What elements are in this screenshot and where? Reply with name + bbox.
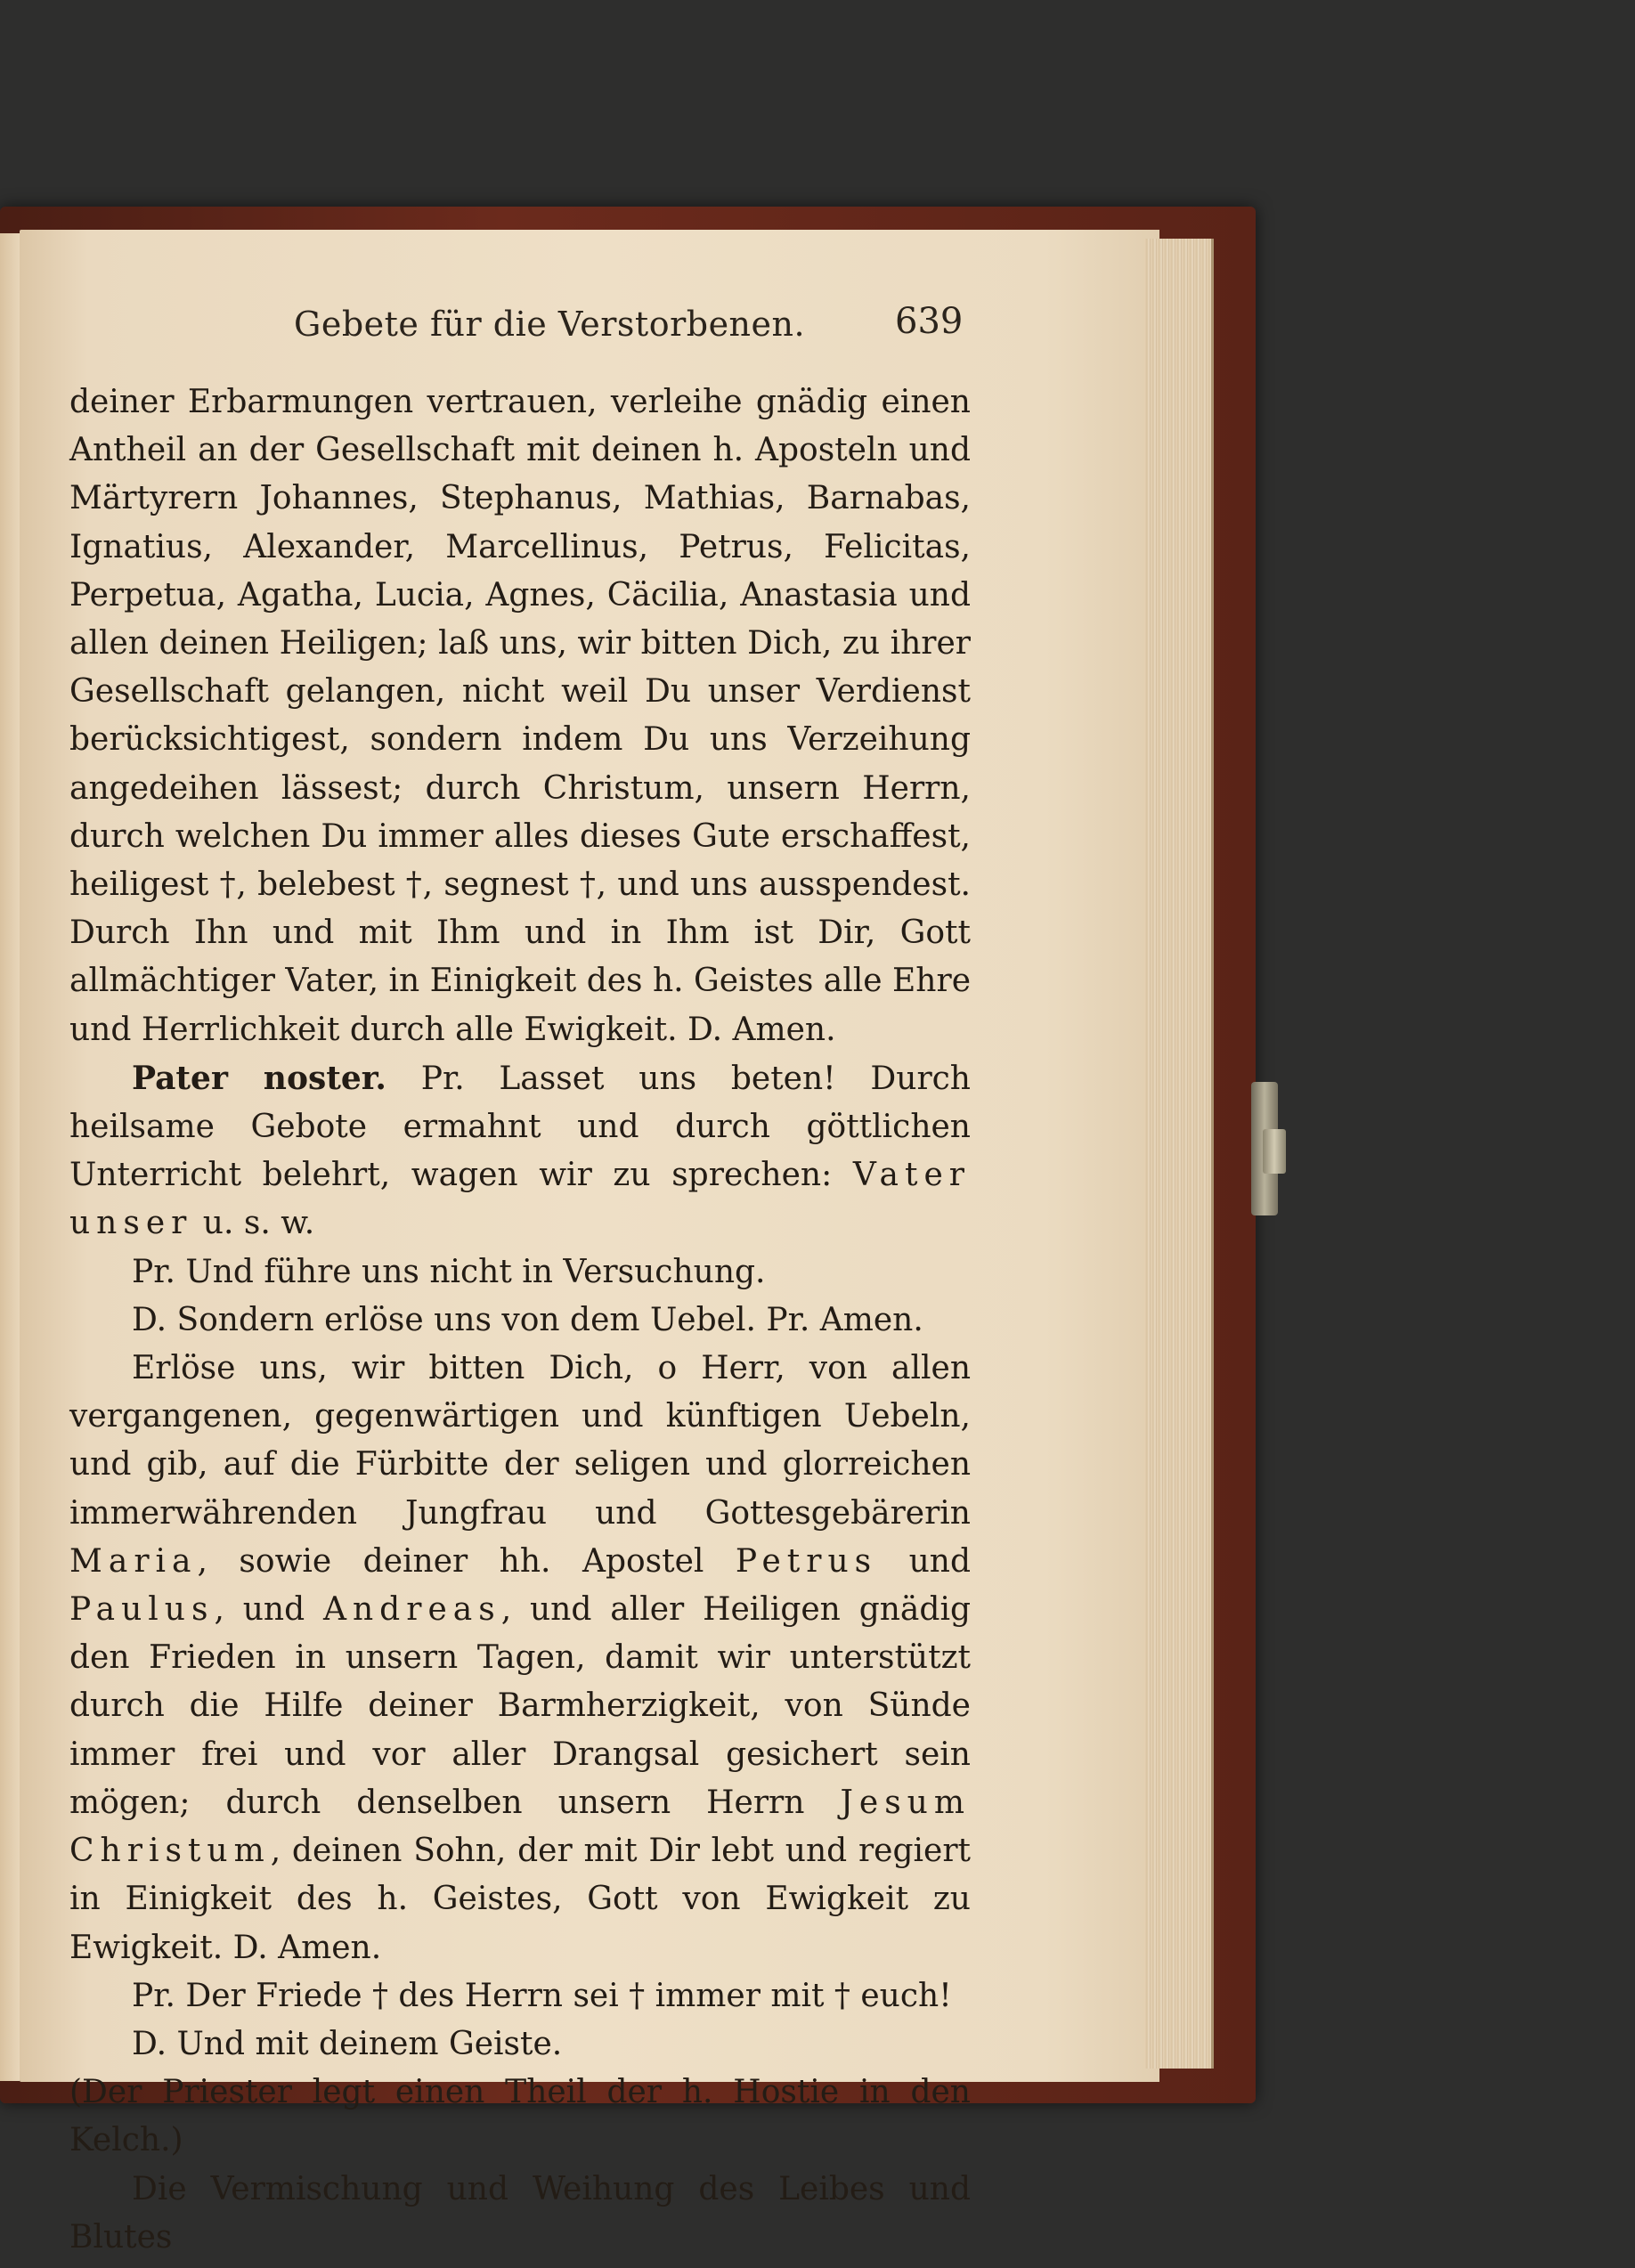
erloese-text-d: , und: [214, 1591, 323, 1629]
body-text: [69, 378, 971, 2262]
erloese-text-b: , sowie deiner hh. Apostel: [197, 1542, 736, 1580]
book-clasp-knob: [1263, 1129, 1286, 1174]
paragraph-erloese: [69, 1345, 971, 1972]
page-number: 639: [895, 301, 964, 342]
pater-noster-text-b: u. s. w.: [192, 1205, 315, 1242]
paragraph-vermischung: Die Vermischung und Weihung des Leibes und Blutes: [69, 2170, 971, 2256]
name-petrus: Petrus: [735, 1542, 878, 1580]
name-paulus: Paulus: [69, 1591, 215, 1629]
name-maria: Maria: [69, 1542, 198, 1580]
paragraph-geiste: D. Und mit deinem Geiste.: [132, 2025, 563, 2062]
left-page-edge: [0, 233, 20, 2081]
erloese-text-c: und: [877, 1542, 972, 1580]
paragraph-versuchung: Pr. Und führe uns nicht in Versuchung.: [132, 1253, 766, 1290]
vater-unser: Vater unser: [69, 1157, 971, 1242]
paragraph-friede: Pr. Der Friede † des Herrn sei † immer mit † euch!: [132, 1977, 952, 2014]
paragraph-pater-noster: [69, 1054, 971, 1248]
paragraph-1: deiner Erbarmungen vertrauen, verleihe gnädig einen Antheil an der Gesellschaft mit deinen h. Aposteln und Märtyrern Johannes, Stephanus, Mathias, Barnabas, Ignatius, Alexander, Marcellinus, Petrus, Felicitas, Perpetua, Agatha, Lucia, Agnes, Cäcilia, Anastasia und allen deinen Heiligen; laß uns, wir bitten Dich, zu ihrer Gesellschaft gelangen, nicht weil Du unser Verdienst berücksichtigest, sondern indem Du uns Verzeihung angedeihen lässest; durch Christum, unsern Herrn, durch welchen Du immer alles dieses Gute erschaffest, heiligest †, belebest †, segnest †, und uns ausspendest. Durch Ihn und mit Ihm und in Ihm ist Dir, Gott allmächtiger Vater, in Einigkeit des h. Geistes alle Ehre und Herrlichkeit durch alle Ewigkeit. D. Amen.: [69, 384, 972, 1048]
paragraph-rubric: (Der Priester legt einen Theil der h. Hostie in den Kelch.): [69, 2074, 971, 2159]
erloese-text-f: , deinen Sohn, der mit Dir lebt und regiert in Einigkeit des h. Geistes, Gott von Ewigkeit zu Ewigkeit. D. Amen.: [69, 1833, 971, 1966]
erloese-text-a: Erlöse uns, wir bitten Dich, o Herr, von allen vergangenen, gegenwärtigen und künftigen Uebeln, und gib, auf die Fürbitte der seligen und glorreichen immerwährenden Jungfrau und Gottesgebärerin: [69, 1350, 971, 1532]
pater-noster-text-a: Pr. Lasset uns beten! Durch heilsame Gebote ermahnt und durch göttlichen Unterricht belehrt, wagen wir zu sprechen:: [69, 1060, 971, 1194]
running-head: Gebete für die Verstorbenen.: [294, 305, 806, 344]
name-andreas: Andreas: [323, 1591, 501, 1629]
erloese-text-e: , und aller Heiligen gnädig den Frieden in unsern Tagen, damit wir unterstützt durch die Hilfe deiner Barmherzigkeit, von Sünde immer frei und vor aller Drangsal gesichert sein mögen; durch denselben unsern Herrn: [69, 1591, 972, 1821]
paragraph-uebel: D. Sondern erlöse uns von dem Uebel. Pr. Amen.: [132, 1301, 923, 1338]
name-jesum-christum: Jesum Christum: [69, 1784, 971, 1870]
page-edges: [1144, 239, 1214, 2069]
pater-noster-heading: Pater noster.: [132, 1059, 386, 1097]
